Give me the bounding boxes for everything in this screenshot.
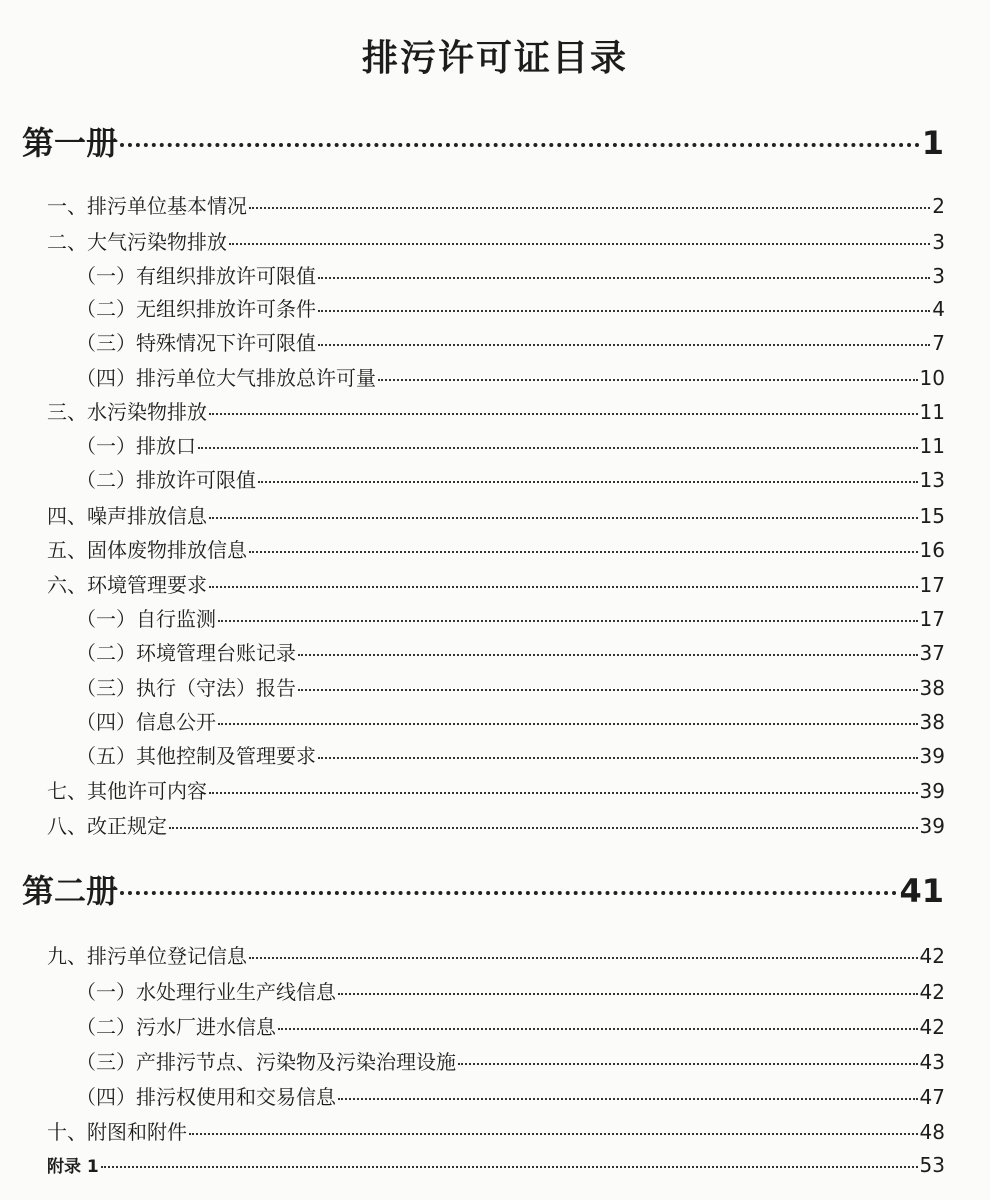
toc-entry-label: （一）排放口	[76, 434, 196, 458]
leader-dots	[209, 792, 918, 794]
leader-dots	[458, 1063, 918, 1065]
toc-page-number: 11	[919, 400, 945, 424]
leader-dots	[120, 891, 897, 895]
toc-entry-label: 三、水污染物排放	[47, 400, 207, 424]
toc-subentry[interactable]	[76, 362, 945, 391]
toc-page-number: 37	[919, 641, 945, 665]
leader-dots	[318, 277, 930, 279]
toc-page-number: 47	[919, 1085, 945, 1109]
toc-page-number: 53	[919, 1153, 945, 1177]
toc-entry-label: （二）污水厂进水信息	[76, 1015, 276, 1039]
toc-subentry[interactable]	[76, 740, 945, 769]
leader-dots	[198, 447, 918, 449]
toc-entry[interactable]	[47, 396, 945, 425]
toc-entry-label: （四）排污权使用和交易信息	[76, 1085, 336, 1109]
toc-page-number: 1	[921, 124, 944, 162]
toc-entry-label: 九、排污单位登记信息	[47, 944, 247, 968]
leader-dots	[218, 723, 918, 725]
toc-page-number: 39	[919, 814, 945, 838]
toc-entry-label: （五）其他控制及管理要求	[76, 744, 316, 768]
toc-page-number: 13	[919, 468, 945, 492]
toc-entry-label: 五、固体废物排放信息	[47, 538, 247, 562]
toc-subentry[interactable]	[76, 1046, 945, 1075]
toc-page-number: 3	[932, 230, 945, 254]
toc-page-number: 15	[919, 504, 945, 528]
toc-page-number: 42	[919, 1015, 945, 1039]
toc-page-number: 16	[919, 538, 945, 562]
toc-page-number: 48	[919, 1120, 945, 1144]
toc-entry-label: （三）执行（守法）报告	[76, 676, 296, 700]
toc-volume-label: 第一册	[22, 124, 119, 162]
leader-dots	[169, 827, 918, 829]
toc-page-number: 43	[919, 1050, 945, 1074]
toc-subentry[interactable]	[76, 672, 945, 701]
toc-page-number: 4	[932, 297, 945, 321]
toc-page-number: 17	[919, 573, 945, 597]
toc-entry-label: （二）环境管理台账记录	[76, 641, 296, 665]
leader-dots	[209, 517, 918, 519]
toc-subentry[interactable]	[76, 260, 945, 289]
toc-entry-label: （四）排污单位大气排放总许可量	[76, 366, 376, 390]
toc-entry[interactable]	[47, 940, 945, 969]
toc-page-number: 38	[919, 676, 945, 700]
leader-dots	[318, 344, 930, 346]
leader-dots	[249, 551, 918, 553]
toc-volume-label: 第二册	[22, 872, 119, 910]
leader-dots	[298, 654, 918, 656]
toc-page-number: 10	[919, 366, 945, 390]
toc-volume-1[interactable]	[22, 118, 944, 164]
toc-volume-2[interactable]	[22, 866, 944, 912]
leader-dots	[218, 620, 918, 622]
toc-entry[interactable]	[47, 810, 945, 839]
toc-page-number: 7	[932, 331, 945, 355]
toc-page-number: 38	[919, 710, 945, 734]
leader-dots	[318, 310, 930, 312]
toc-appendix-label: 附录 1	[47, 1157, 99, 1177]
toc-entry-label: （三）产排污节点、污染物及污染治理设施	[76, 1050, 456, 1074]
leader-dots	[249, 207, 930, 209]
toc-page-number: 3	[932, 264, 945, 288]
leader-dots	[249, 957, 918, 959]
toc-subentry[interactable]	[76, 1081, 945, 1110]
leader-dots	[378, 379, 918, 381]
toc-entry[interactable]	[47, 569, 945, 598]
toc-entry-label: 七、其他许可内容	[47, 779, 207, 803]
toc-subentry[interactable]	[76, 1011, 945, 1040]
leader-dots	[298, 689, 918, 691]
toc-appendix[interactable]	[47, 1152, 945, 1177]
leader-dots	[209, 413, 918, 415]
toc-entry[interactable]	[47, 534, 945, 563]
toc-entry-label: （二）排放许可限值	[76, 468, 256, 492]
toc-entry-label: （一）水处理行业生产线信息	[76, 980, 336, 1004]
leader-dots	[101, 1166, 918, 1168]
toc-entry-label: 四、噪声排放信息	[47, 504, 207, 528]
toc-page-number: 17	[919, 607, 945, 631]
document-title: 排污许可证目录	[361, 38, 628, 79]
toc-entry-label: （三）特殊情况下许可限值	[76, 331, 316, 355]
leader-dots	[209, 586, 918, 588]
toc-subentry[interactable]	[76, 976, 945, 1005]
toc-subentry[interactable]	[76, 430, 945, 459]
toc-page-number: 42	[919, 944, 945, 968]
toc-entry-label: （一）自行监测	[76, 607, 216, 631]
toc-subentry[interactable]	[76, 637, 945, 666]
leader-dots	[258, 481, 918, 483]
toc-entry-label: （四）信息公开	[76, 710, 216, 734]
toc-entry[interactable]	[47, 500, 945, 529]
toc-entry-label: 六、环境管理要求	[47, 573, 207, 597]
toc-subentry[interactable]	[76, 706, 945, 735]
toc-entry-label: 十、附图和附件	[47, 1120, 187, 1144]
leader-dots	[229, 243, 930, 245]
leader-dots	[189, 1133, 918, 1135]
toc-entry-label: 二、大气污染物排放	[47, 230, 227, 254]
toc-page-number: 39	[919, 744, 945, 768]
toc-entry[interactable]	[47, 226, 945, 255]
leader-dots	[278, 1028, 918, 1030]
leader-dots	[120, 143, 920, 147]
toc-subentry[interactable]	[76, 464, 945, 493]
toc-page-number: 42	[919, 980, 945, 1004]
toc-entry[interactable]	[47, 1116, 945, 1145]
leader-dots	[318, 757, 918, 759]
toc-subentry[interactable]	[76, 327, 945, 356]
leader-dots	[338, 1098, 918, 1100]
toc-entry-label: （一）有组织排放许可限值	[76, 264, 316, 288]
leader-dots	[338, 993, 918, 995]
toc-entry-label: 一、排污单位基本情况	[47, 194, 247, 218]
toc-subentry[interactable]	[76, 603, 945, 632]
toc-subentry[interactable]	[76, 293, 945, 322]
toc-page-number: 2	[932, 194, 945, 218]
toc-page-number: 11	[919, 434, 945, 458]
toc-entry[interactable]	[47, 190, 945, 219]
toc-page-number: 39	[919, 779, 945, 803]
toc-entry-label: （二）无组织排放许可条件	[76, 297, 316, 321]
toc-entry[interactable]	[47, 775, 945, 804]
toc-entry-label: 八、改正规定	[47, 814, 167, 838]
toc-page-number: 41	[899, 872, 944, 910]
